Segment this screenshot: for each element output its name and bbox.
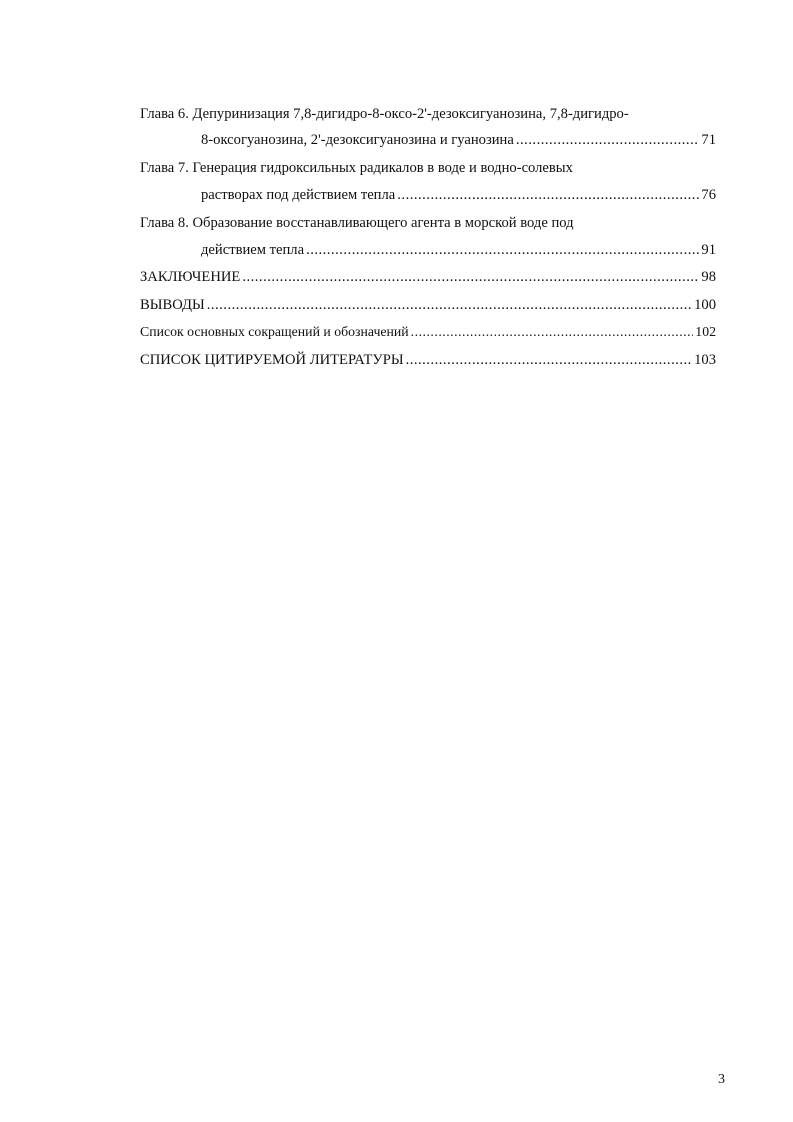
toc-references-page: 103 bbox=[694, 352, 716, 368]
toc-chapter-8-page: 91 bbox=[701, 242, 716, 258]
leader-dots bbox=[242, 267, 699, 287]
toc-chapter-6-line-2: 8-оксогуанозина, 2'-дезоксигуанозина и гуанозина bbox=[201, 132, 514, 148]
toc-conclusion-title: ЗАКЛЮЧЕНИЕ bbox=[140, 269, 241, 285]
toc-findings-title: ВЫВОДЫ bbox=[140, 297, 205, 313]
toc-chapter-7-page: 76 bbox=[701, 187, 716, 203]
toc-chapter-8-entry[interactable] bbox=[201, 240, 716, 260]
toc-conclusion-page: 98 bbox=[701, 269, 716, 285]
toc-chapter-6-line-1: Глава 6. Депуринизация 7,8-дигидро-8-оксо-2'-дезоксигуанозина, 7,8-дигидро- bbox=[140, 106, 629, 122]
toc-chapter-8-line-1: Глава 8. Образование восстанавливающего агента в морской воде под bbox=[140, 215, 574, 231]
page-number: 3 bbox=[718, 1072, 725, 1087]
leader-dots bbox=[406, 350, 693, 370]
leader-dots bbox=[397, 185, 699, 205]
leader-dots bbox=[516, 130, 700, 150]
leader-dots bbox=[207, 295, 692, 315]
toc-references-title: СПИСОК ЦИТИРУЕМОЙ ЛИТЕРАТУРЫ bbox=[140, 352, 404, 368]
toc-abbreviations-page: 102 bbox=[695, 324, 716, 339]
toc-chapter-8-line-2: действием тепла bbox=[201, 242, 305, 258]
toc-chapter-6-page: 71 bbox=[701, 132, 716, 148]
toc-abbreviations-entry[interactable] bbox=[140, 322, 716, 342]
toc-chapter-6-entry[interactable] bbox=[201, 130, 716, 150]
toc-chapter-7-line-2: растворах под действием тепла bbox=[201, 187, 396, 203]
toc-findings-page: 100 bbox=[694, 297, 716, 313]
toc-chapter-7-title bbox=[140, 158, 716, 178]
leader-dots bbox=[411, 322, 694, 342]
toc-chapter-8-title bbox=[140, 213, 716, 233]
toc-chapter-7-line-1: Глава 7. Генерация гидроксильных радикалов в воде и водно-солевых bbox=[140, 160, 573, 176]
toc-conclusion-entry[interactable] bbox=[140, 267, 716, 287]
toc-abbreviations-title: Список основных сокращений и обозначений bbox=[140, 324, 409, 339]
toc-chapter-6-title bbox=[140, 104, 716, 124]
toc-references-entry[interactable] bbox=[140, 350, 716, 370]
toc-findings-entry[interactable] bbox=[140, 295, 716, 315]
toc-chapter-7-entry[interactable] bbox=[201, 185, 716, 205]
leader-dots bbox=[306, 240, 699, 260]
